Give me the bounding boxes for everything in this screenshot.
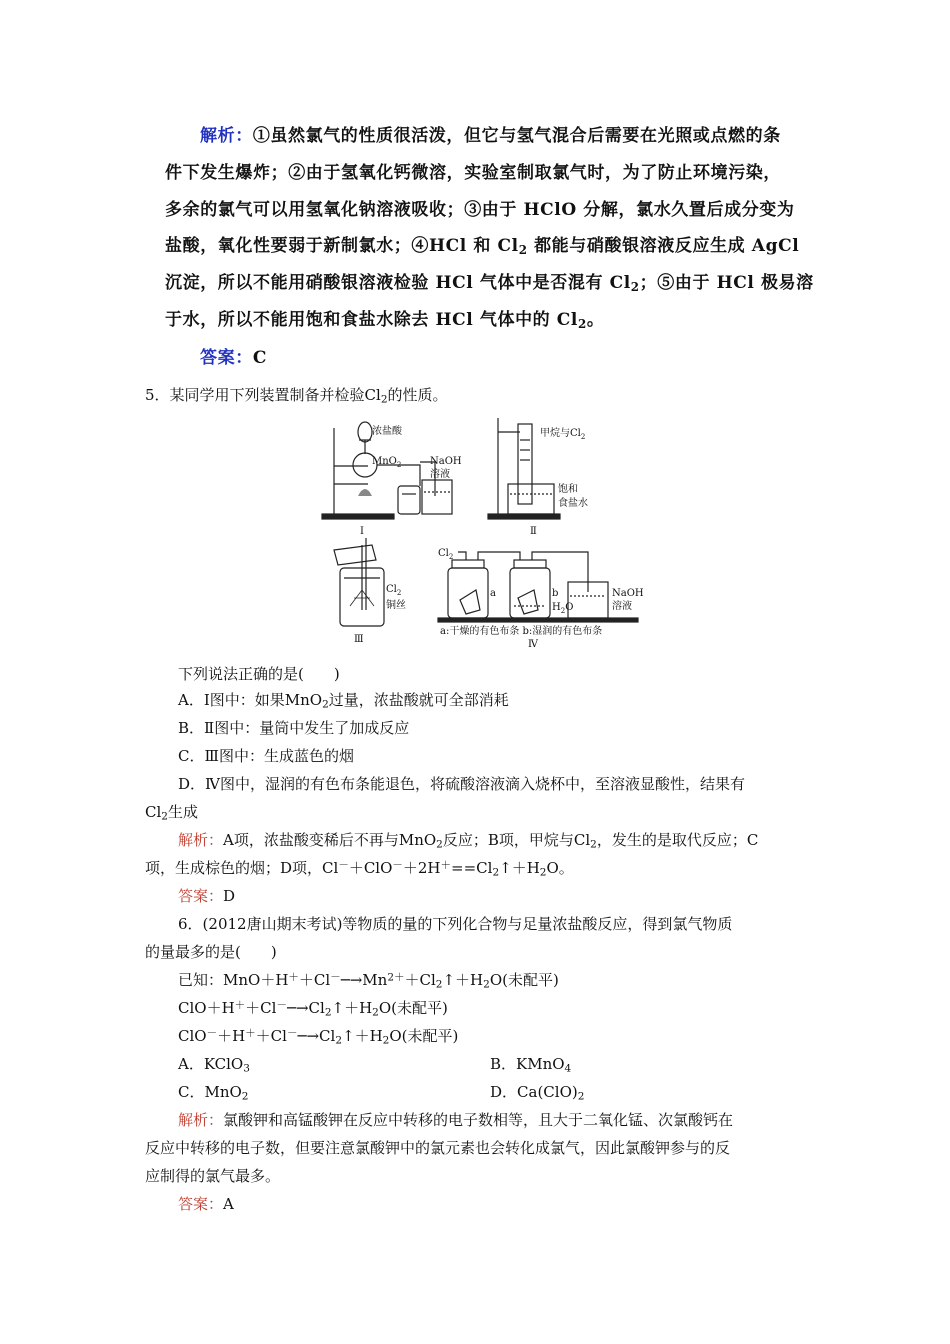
figure-caption-IV: a:干燥的有色布条 b:湿润的有色布条 xyxy=(440,626,603,637)
q5-option-d-1: D．Ⅳ图中，湿润的有色布条能退色，将硫酸溶液滴入烧杯中，至溶液显酸性，结果有 xyxy=(178,775,746,793)
apparatus-figure xyxy=(320,410,650,655)
label-mno2: MnO$_2$ xyxy=(372,456,402,469)
label-methane-cl2: 甲烷与$Cl_2$ xyxy=(540,428,586,441)
answer-label: 答案： xyxy=(200,348,253,368)
q6-equation-1: 已知：$MnO+H^++Cl^-─\to Mn^{2+}+Cl_2↑+H_2O$(未配平) xyxy=(178,971,559,991)
label-brine: 食盐水 xyxy=(558,498,588,509)
q5-explanation-2: 项，生成棕色的烟；D项，$Cl^-+ClO^-+2H^+==Cl_2↑+H_2O$。 xyxy=(145,859,574,879)
q5-option-c: C．Ⅲ图中：生成蓝色的烟 xyxy=(178,747,354,765)
q6-answer-label: 答案： xyxy=(178,1195,224,1213)
q6-option-a: A．KClO$_3$ xyxy=(178,1055,250,1075)
q6-option-d: D．$Ca(ClO)_2$ xyxy=(490,1083,585,1103)
q6-equation-3: $ClO^-+H^++Cl^-─\to Cl_2↑+H_2O$(未配平) xyxy=(178,1027,459,1047)
q5-answer-label: 答案： xyxy=(178,887,224,905)
q5-stem: 5．某同学用下列装置制备并检验$Cl_2$的性质。 xyxy=(145,386,448,406)
q5-option-a: A．Ⅰ图中：如果MnO$_2$过量，浓盐酸就可全部消耗 xyxy=(178,691,509,711)
label-solution-I: 溶液 xyxy=(430,469,450,480)
q6-explanation-3: 应制得的氯气最多。 xyxy=(145,1167,281,1185)
label-conc-hcl: 浓盐酸 xyxy=(372,426,402,437)
label-cl2-III: $Cl_2$ xyxy=(386,584,402,597)
answer-line-1 xyxy=(200,348,267,368)
answer-value: C xyxy=(252,348,267,368)
label-saturated: 饱和 xyxy=(558,484,578,495)
explanation-line-1: 解析：①虽然氯气的性质很活泼，但它与氢气混合后需要在光照或点燃的条 xyxy=(200,126,781,146)
q6-explanation-2: 反应中转移的电子数，但要注意氯酸钾中的氯元素也会转化成氯气，因此氯酸钾参与的反 xyxy=(145,1139,731,1157)
q6-option-c: C．MnO$_2$ xyxy=(178,1083,249,1103)
q5-explanation-1: 解析：A项，浓盐酸变稀后不再与MnO$_2$反应；B项，甲烷与$Cl_2$，发生的是取代反应；C xyxy=(178,831,759,851)
explanation-line-5: 沉淀，所以不能用硝酸银溶液检验 HCl 气体中是否混有 $Cl_2$；⑤由于 HCl 极易溶 xyxy=(165,273,814,294)
q5-option-d-2: $Cl_2$生成 xyxy=(145,803,198,823)
label-h2o: $H_2O$ xyxy=(552,602,574,615)
apparatus-IV xyxy=(438,552,638,622)
q5-option-b: B．Ⅱ图中：量筒中发生了加成反应 xyxy=(178,719,410,737)
q6-stem-2: 的量最多的是( ) xyxy=(145,943,277,961)
explanation-line-2: 件下发生爆炸；②由于氢氧化钙微溶，实验室制取氯气时，为了防止环境污染， xyxy=(165,163,781,183)
q5-answer: 答案：D xyxy=(178,887,236,905)
q6-option-b: B．KMnO$_4$ xyxy=(490,1055,572,1075)
q5-explanation-label: 解析： xyxy=(178,831,224,849)
apparatus-III xyxy=(334,538,384,626)
roman-I: Ⅰ xyxy=(360,526,364,537)
label-naoh-I: NaOH xyxy=(430,456,462,467)
label-naoh-IV: NaOH xyxy=(612,588,644,599)
explanation-label: 解析： xyxy=(200,126,253,146)
roman-III: Ⅲ xyxy=(354,634,364,645)
explanation-line-3: 多余的氯气可以用氢氧化钠溶液吸收；③由于 HClO 分解，氯水久置后成分变为 xyxy=(165,200,795,220)
roman-II: Ⅱ xyxy=(530,526,537,537)
q6-explanation-label: 解析： xyxy=(178,1111,224,1129)
q6-equation-2: $ClO+H^++Cl^-─\to Cl_2↑+H_2O$(未配平) xyxy=(178,999,448,1019)
roman-IV: Ⅳ xyxy=(528,639,538,650)
label-a: a xyxy=(490,588,496,599)
q5-prompt: 下列说法正确的是( ) xyxy=(178,665,340,683)
q6-stem-1: 6．(2012唐山期末考试)等物质的量的下列化合物与足量浓盐酸反应，得到氯气物质 xyxy=(178,915,733,933)
explanation-line-4: 盐酸，氧化性要弱于新制氯水；④HCl 和 $Cl_2$ 都能与硝酸银溶液反应生成 AgCl xyxy=(165,236,800,257)
label-cl2-IV: $Cl_2$ xyxy=(438,548,454,561)
label-b: b xyxy=(552,588,559,599)
label-solution-IV: 溶液 xyxy=(612,601,632,612)
label-copper-wire: 铜丝 xyxy=(386,600,406,611)
q6-answer: 答案：A xyxy=(178,1195,234,1213)
q6-explanation-1: 解析：氯酸钾和高锰酸钾在反应中转移的电子数相等，且大于二氧化锰、次氯酸钙在 xyxy=(178,1111,734,1129)
explanation-line-6: 于水，所以不能用饱和食盐水除去 HCl 气体中的 $Cl_2$。 xyxy=(165,310,605,331)
